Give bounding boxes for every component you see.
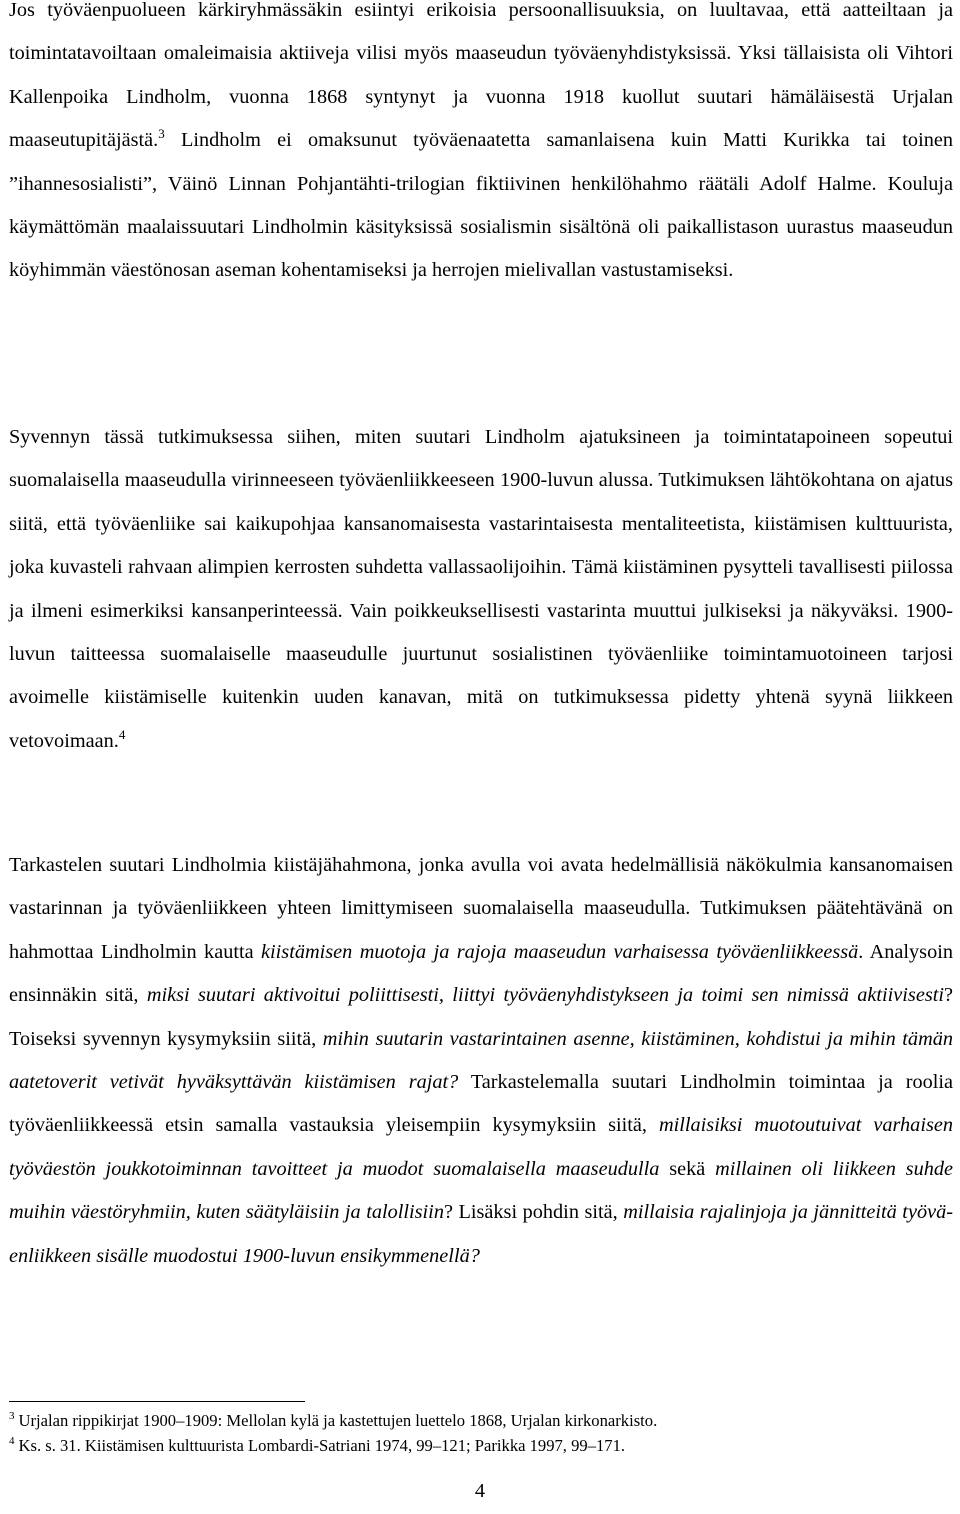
footnote-mark: 3 <box>9 1410 15 1423</box>
italic-text: miksi suutari aktivoitui poliittisesti, liittyi työväenyhdistykseen ja toimi sen nimissä aktiivisesti <box>146 984 944 1007</box>
italic-text: millaisiksi muotoutuivat varhaisen työväestön joukkotoiminnan tavoitteet ja muodot suomalaisella maaseudulla <box>9 1114 953 1180</box>
text-run: Syvennyn tässä tutkimuksessa siihen, miten suutari Lindholm ajatuksineen ja toimintatapoineen sopeutui suomalaisella maaseudulla virinneeseen työväenliikkeeseen 1900-luvun alussa. Tutkimuksen lähtökohtana on ajatus siitä, että työväenliike sai kaikupohjaa kansanomaisesta vastarintaisesta mentaliteetista, kiistämisen kulttuurista, joka kuvasteli rahvaan alimpien kerrosten suhdetta vallassaolijoihin. Tämä kiistäminen pysytteli tavallisesti piilossa ja ilmeni esimerkiksi kansanperinteessä. Vain poikkeuksellisesti vastarinta muuttui julkiseksi ja näkyväksi. 1900-luvun taitteessa suomalaiselle maaseudulle juurtunut sosialistinen työväenliike toimintamuotoineen tarjosi avoimelle kiistämiselle kuitenkin uuden kanavan, mitä on tutkimuksessa pidetty yhtenä syynä liikkeen vetovoimaan. <box>9 426 953 752</box>
italic-text: mihin suutarin vastarintainen asenne, kiistäminen, kohdistui ja mihin tämän aatetoverit vetivät hyväksyttävän kiistämisen rajat? <box>9 1027 953 1094</box>
text-run: Lindholm ei omaksunut työväenaatetta samanlaisena kuin Matti Kurikka tai toinen ”ihannesosialisti”, Väinö Linnan Pohjantähti-trilogian fiktiivinen henkilöhahmo räätäli Adolf Halme. Kouluja käymättömän maalaissuutari Lindholmin käsityksissä sosialismin sisältönä oli paikallistason uurastus maaseudun köyhimmän väestönosan aseman kohentamiseksi ja herrojen mielivallan vastustamiseksi. <box>9 129 953 282</box>
footnote-text: Ks. s. 31. Kiistämisen kulttuurista Lombardi-Satriani 1974, 99–121; Parikka 1997, 99–171. <box>18 1436 626 1455</box>
text-run: Jos työväenpuolueen kärkiryhmässäkin esiintyi erikoisia persoonallisuuksia, on luultavaa, että aatteiltaan ja toimintatavoiltaan omaleimaisia aktiiveja vilisi myös maaseudun työväenyhdistyksissä. Yksi tällaisista oli Vihtori Kallenpoika Lindholm, vuonna 1868 syntynyt ja vuonna 1918 kuollut suutari hämäläisestä Urjalan maaseutupitäjästä. <box>9 0 953 152</box>
text-run: . Analysoin ensinnäkin sitä, <box>9 940 953 1007</box>
italic-text: kiistämisen muotoja ja rajoja maaseudun varhaisessa työväenliikkeessä <box>261 940 859 963</box>
footnote-ref: 4 <box>118 727 126 743</box>
text-run: ? Toiseksi syvennyn kysymyksiin siitä, <box>9 984 954 1050</box>
paragraph-2 <box>9 416 953 763</box>
text-run: ? Lisäksi pohdin sitä, <box>443 1201 624 1224</box>
italic-text: millaisia rajalinjoja ja jännitteitä työväenliikkeen sisälle muodostui 1900-luvun ensikymmenellä? <box>9 1201 953 1267</box>
footnote-separator <box>9 1401 305 1402</box>
text-run: sekä <box>659 1157 716 1180</box>
paragraph-1 <box>9 0 953 293</box>
footnote-4 <box>9 1433 953 1458</box>
footnotes <box>9 1408 953 1458</box>
footnote-text: Urjalan rippikirjat 1900–1909: Mellolan kylä ja kastettujen luettelo 1868, Urjalan kirkonarkisto. <box>18 1411 658 1430</box>
footnote-mark: 4 <box>9 1435 15 1448</box>
footnote-3 <box>9 1408 953 1433</box>
paragraph-3 <box>9 844 953 1278</box>
footnote-ref: 3 <box>158 126 165 142</box>
text-run: Tarkastelen suutari Lindholmia kiistäjähahmona, jonka avulla voi avata hedelmällisiä näkökulmia kansanomaisen vastarinnan ja työväenliikkeen yhteen limittymiseen suomalaisella maaseudulla. Tutkimuksen päätehtävänä on hahmottaa Lindholmin kautta <box>9 854 953 963</box>
page-number: 4 <box>474 1480 486 1502</box>
italic-text: millainen oli liikkeen suhde muihin väestöryhmiin, kuten säätyläisiin ja talollisiin <box>9 1157 953 1224</box>
text-run: Tarkastelemalla suutari Lindholmin toimintaa ja roolia työväenliikkeessä etsin samalla vastauksia yleisempiin kysymyksiin siitä, <box>9 1071 953 1137</box>
